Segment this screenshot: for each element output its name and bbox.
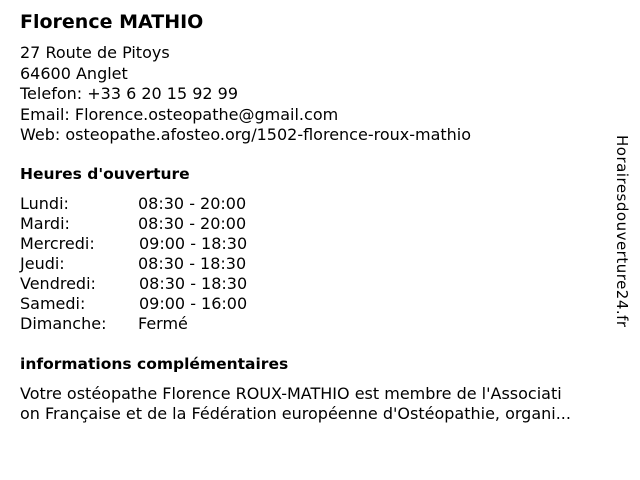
day-label: Lundi:	[20, 194, 69, 213]
address-city: 64600 Anglet	[20, 63, 128, 83]
day-label: Dimanche:	[20, 314, 107, 333]
address-street: 27 Route de Pitoys	[20, 43, 170, 62]
opening-hours-heading: Heures d'ouverture	[20, 165, 190, 183]
description-line: Votre ostéopathe Florence ROUX-MATHIO est membre de l'Associati	[20, 384, 562, 403]
description-line: on Française et de la Fédération européenne d'Ostéopathie, organi...	[20, 404, 571, 423]
time-value: 08:30 - 18:30	[139, 274, 248, 293]
time-value: 08:30 - 20:00	[138, 194, 247, 213]
time-value: Fermé	[138, 314, 188, 333]
site-watermark: Horairesdouverture24.fr	[613, 135, 631, 328]
time-value: 09:00 - 18:30	[139, 234, 248, 253]
day-label: Mercredi:	[20, 234, 95, 253]
day-label: Mardi:	[20, 214, 70, 233]
contact-details	[20, 43, 471, 146]
website-address: Web: osteopathe.afosteo.org/1502-florence-roux-mathio	[20, 125, 472, 144]
business-name: Florence MATHIO	[20, 11, 204, 33]
additional-info-heading: informations complémentaires	[20, 355, 289, 373]
day-label: Samedi:	[20, 294, 86, 313]
time-value: 08:30 - 18:30	[138, 254, 247, 273]
email-address: Email: Florence.osteopathe@gmail.com	[20, 104, 339, 124]
additional-info-text	[20, 384, 620, 424]
day-label: Jeudi:	[20, 254, 65, 273]
time-value: 09:00 - 16:00	[139, 294, 248, 313]
day-label: Vendredi:	[20, 274, 96, 293]
time-value: 08:30 - 20:00	[138, 214, 247, 233]
phone-number: Telefon: +33 6 20 15 92 99	[20, 84, 239, 103]
